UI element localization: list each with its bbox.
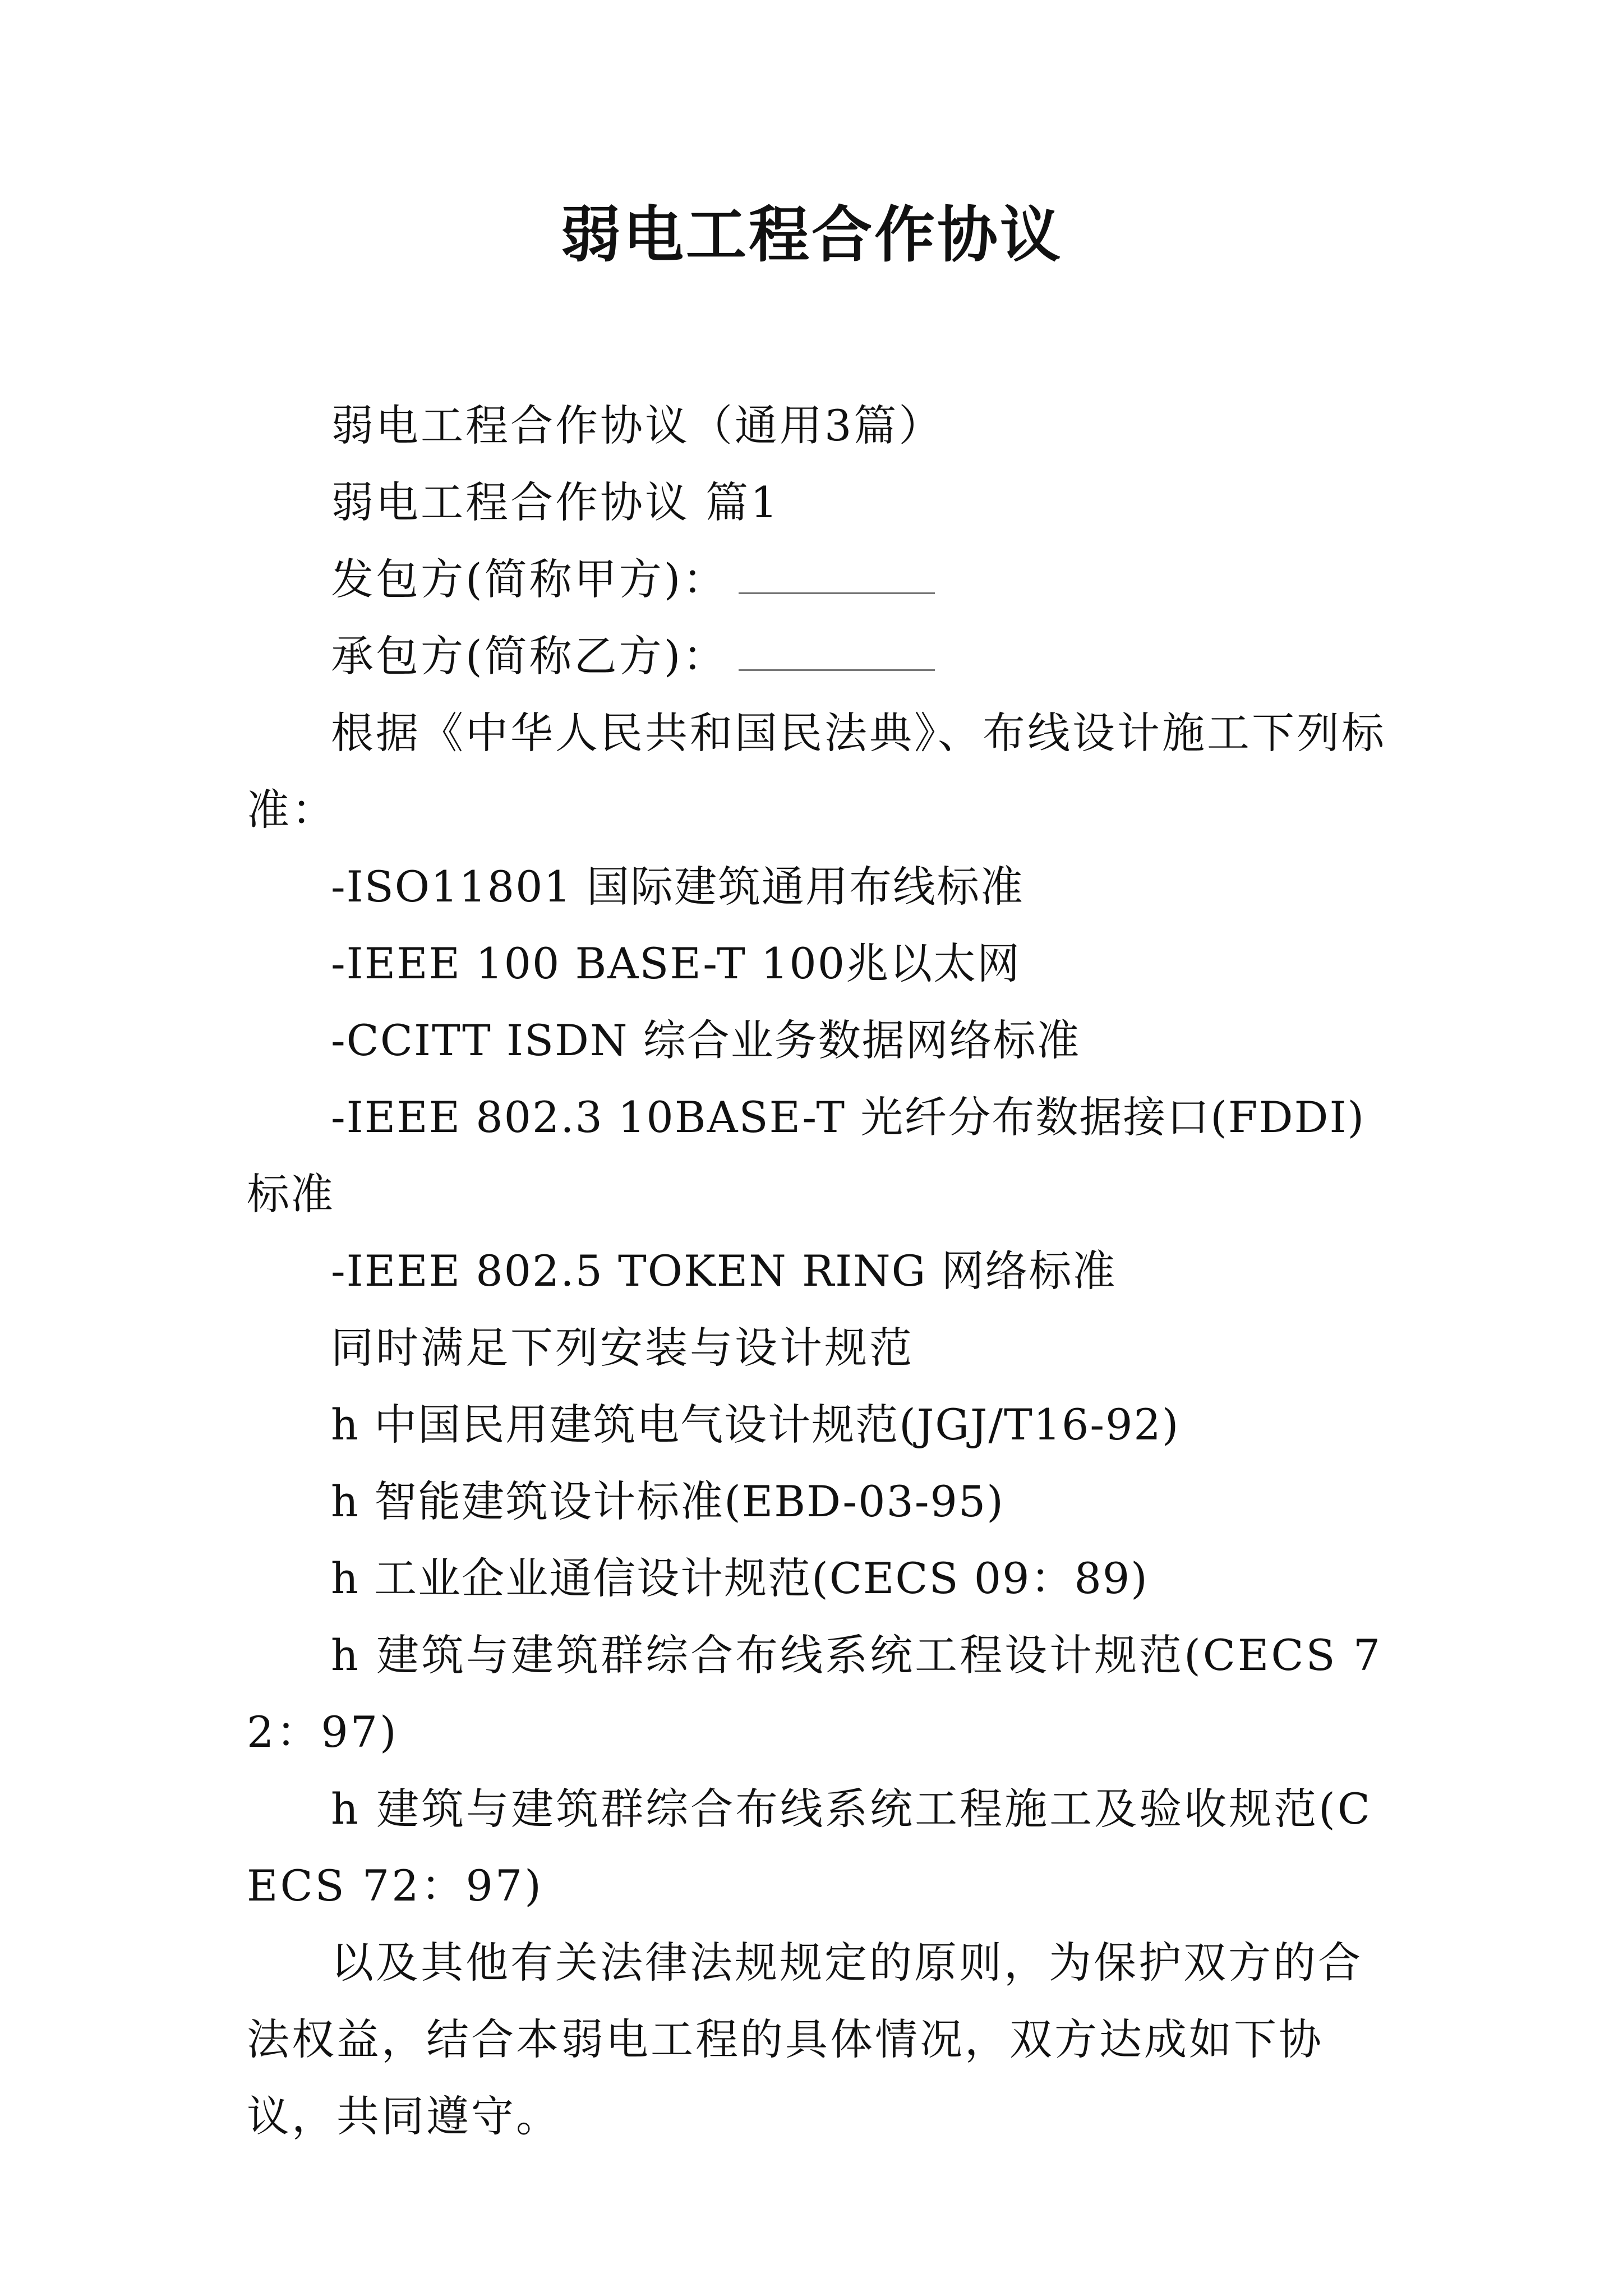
intro-paragraph: 根据《中华人民共和国民法典》、布线设计施工下列标准： [247, 708, 1386, 835]
standard-item: -IEEE 802.5 TOKEN RING 网络标准 [331, 1246, 1117, 1296]
spec-item: h 建筑与建筑群综合布线系统工程施工及验收规范(CECS 72：97) [247, 1784, 1372, 1911]
party-a-label: 发包方(简称甲方)： [331, 554, 728, 604]
document-title: 弱电工程合作协议 [560, 200, 1063, 270]
party-b-label: 承包方(简称乙方)： [331, 631, 728, 681]
closing-paragraph: 以及其他有关法律法规规定的原则，为保护双方的合法权益，结合本弱电工程的具体情况，双方达成如下协议，共同遵守。 [247, 1938, 1363, 2141]
standard-item: -CCITT ISDN 综合业务数据网络标准 [331, 1015, 1081, 1065]
spec-item: h 建筑与建筑群综合布线系统工程设计规范(CECS 72：97) [247, 1630, 1383, 1757]
party-b-blank [739, 637, 935, 671]
party-a-blank [739, 560, 935, 594]
spec-item: h 智能建筑设计标准(EBD-03-95) [331, 1476, 1004, 1526]
standard-item: -IEEE 802.3 10BASE-T 光纤分布数据接口(FDDI)标准 [247, 1092, 1366, 1219]
party-a-line [247, 541, 1391, 618]
document-body [247, 387, 1391, 2155]
party-b-line [247, 618, 1391, 694]
spec-item: h 工业企业通信设计规范(CECS 09：89) [331, 1553, 1149, 1603]
standard-item: -ISO11801 国际建筑通用布线标准 [331, 862, 1024, 912]
section-heading: 弱电工程合作协议 篇1 [331, 477, 780, 527]
standard-item: -IEEE 100 BASE-T 100兆以太网 [331, 938, 1021, 988]
document-subtitle: 弱电工程合作协议（通用3篇） [331, 401, 944, 450]
spec-item: h 中国民用建筑电气设计规范(JGJ/T16-92) [331, 1400, 1180, 1450]
specs-intro: 同时满足下列安装与设计规范 [331, 1323, 914, 1373]
